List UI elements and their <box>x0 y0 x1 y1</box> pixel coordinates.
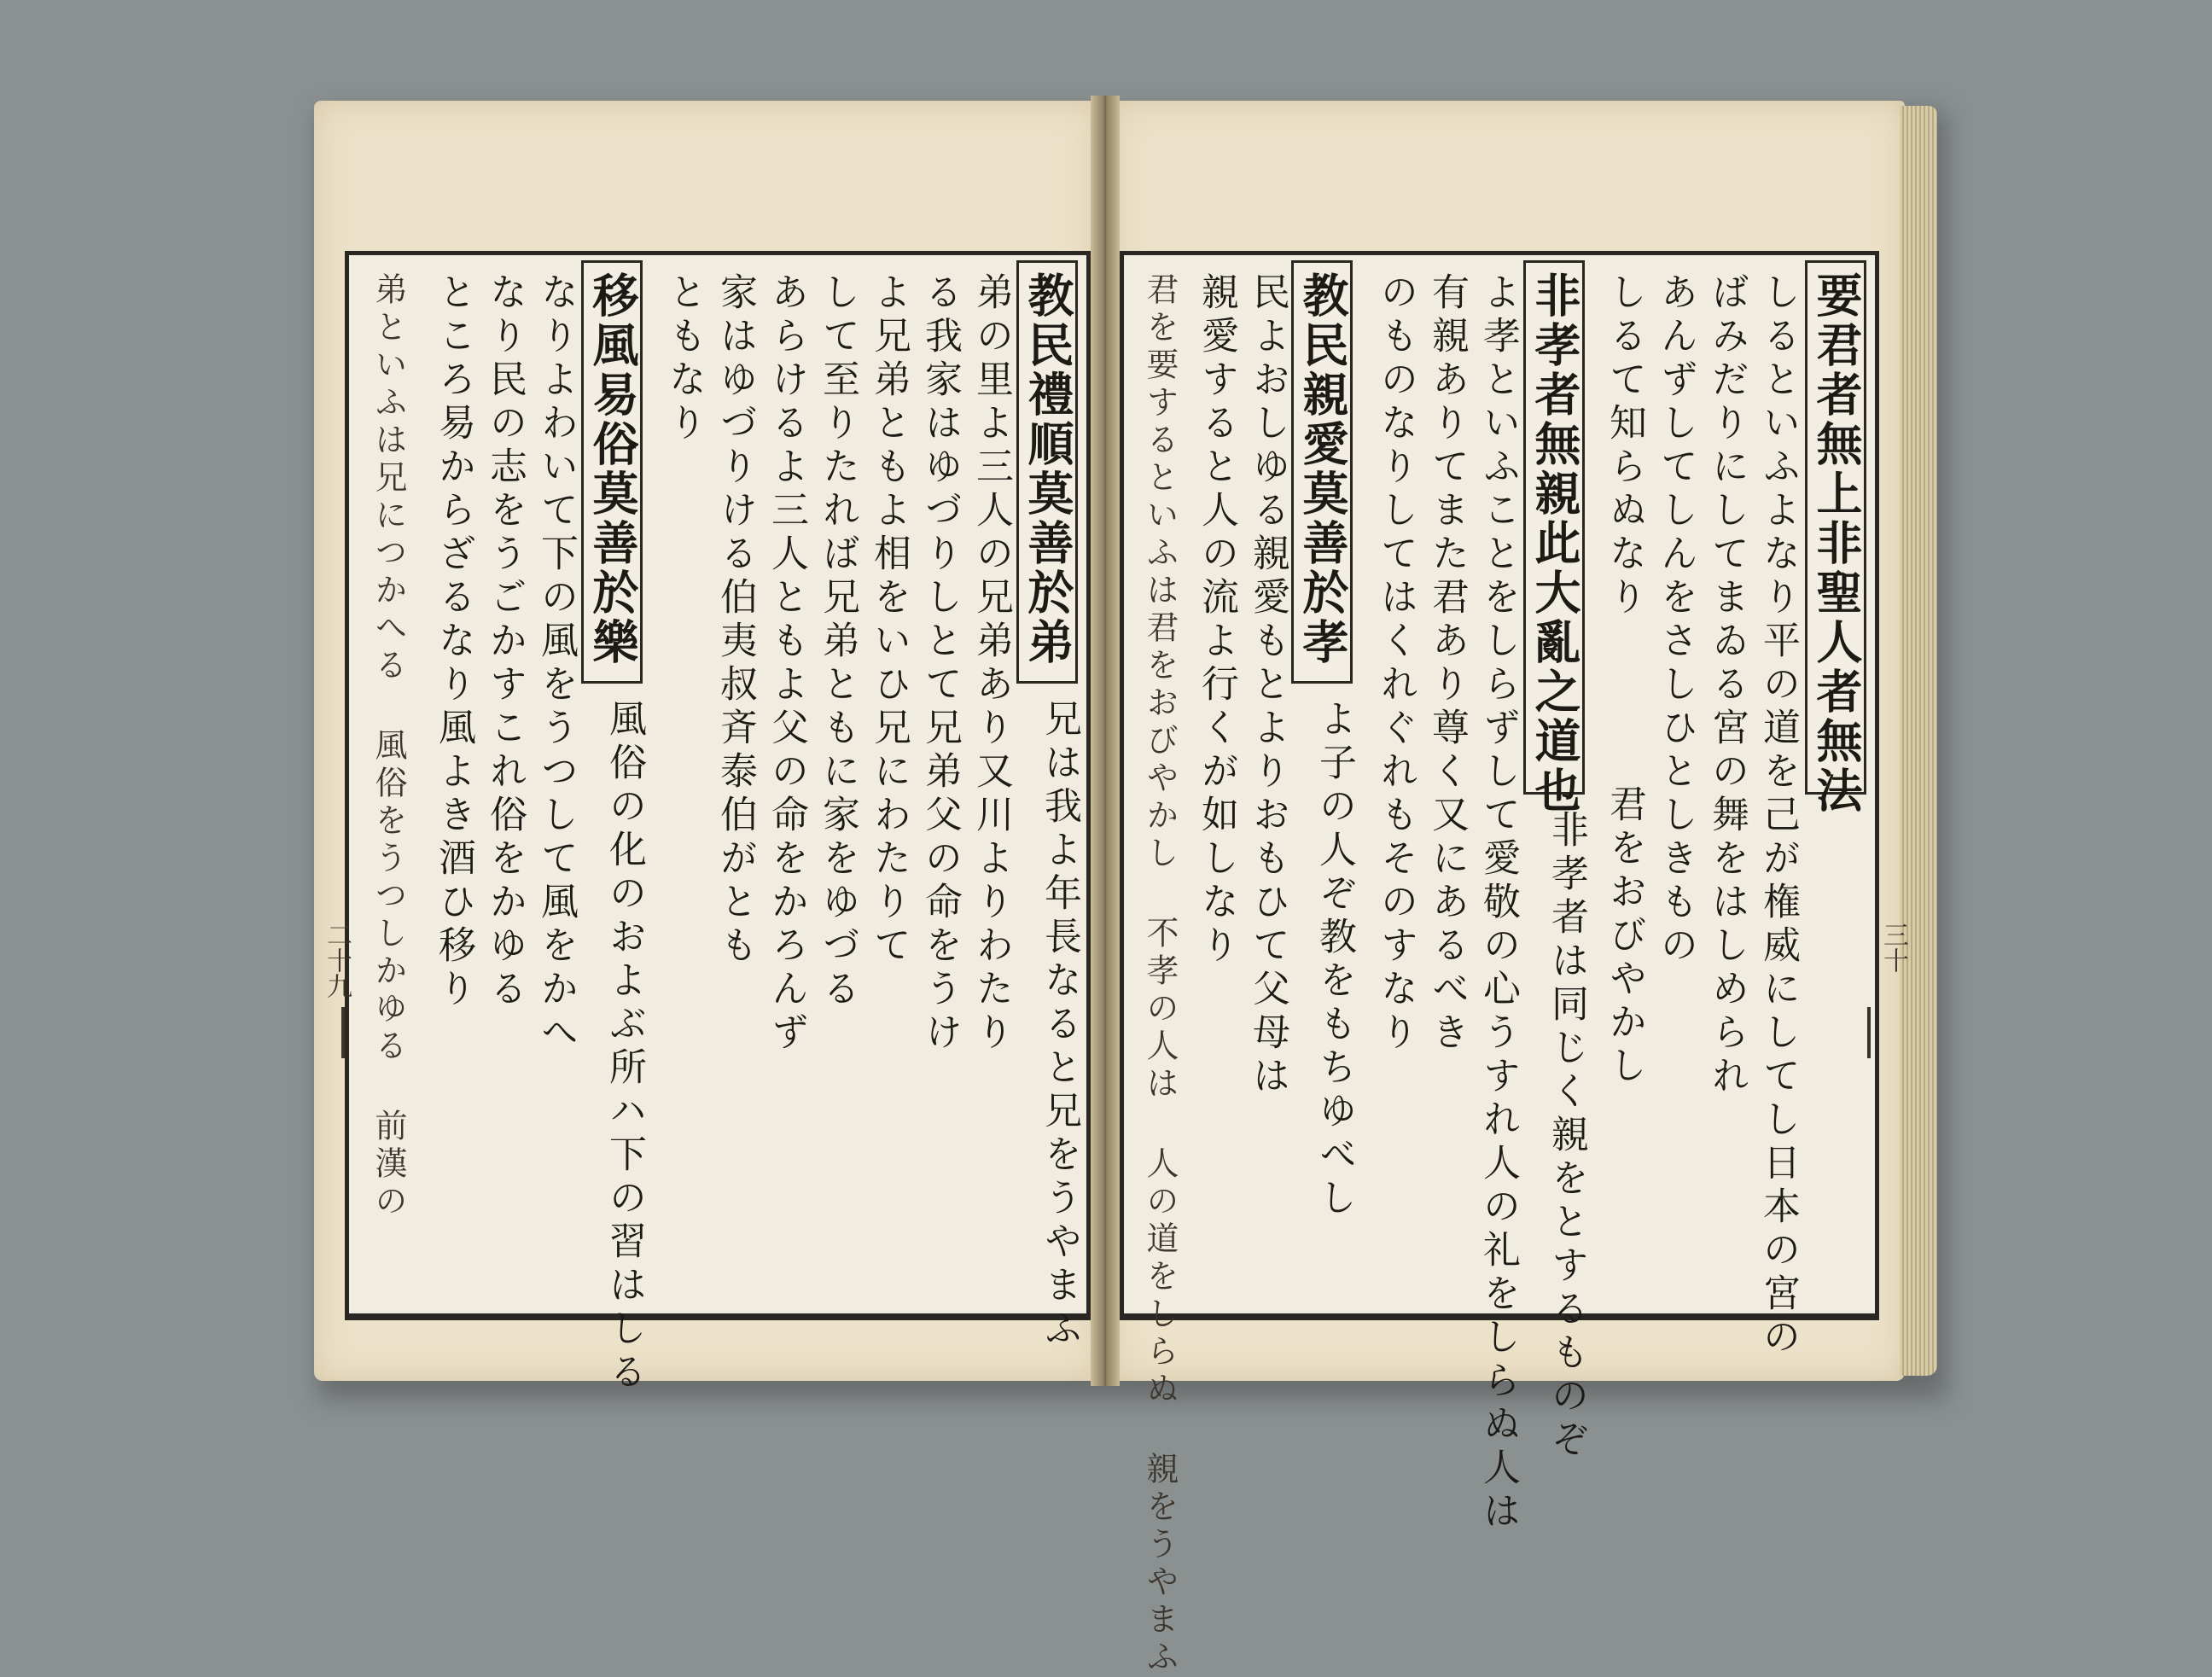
left-body-col-10: なりよわいて下の風をうつして風をかへ <box>534 272 578 1056</box>
right-body-text: 君を要するといふは君をおびやかし 不孝の人は 人の道をしらぬ 親をうやまふ <box>1141 272 1179 1677</box>
right-folio: 三十 <box>1878 922 1908 973</box>
left-body-col-3: る我家はゆづりしとて兄弟父の命をうけ <box>918 272 962 1056</box>
left-heading-1: 教民禮順莫善於弟 <box>1016 260 1078 684</box>
right-heading-1: 要君者無上非聖人者無法 <box>1805 260 1866 795</box>
left-body-text: 弟といふは兄につかへる 風俗をうつしかゆる 前漢の <box>370 272 407 1221</box>
left-body-col-12: ところ易からざるなり風よき酒ひ移り <box>432 272 475 1012</box>
right-heading-3: 教民親愛莫善於孝 <box>1291 260 1353 684</box>
left-body-col-6: あらけるよ三人ともよ父の命をかろんず <box>765 272 808 1056</box>
right-folio-rule <box>1867 1007 1871 1058</box>
right-page-text-frame <box>1120 251 1879 1677</box>
right-body-col-4: しるて知らぬなり <box>1603 272 1646 620</box>
right-body-col-9: よ子の人ぞ教をもちゆべし <box>1313 699 1356 1221</box>
right-body-col-2: ばみだりにしてまゐる宮の舞をはしめられ <box>1705 272 1749 1099</box>
left-body-col-4: よ兄弟ともよ相をいひ兄にわたりて <box>867 272 911 969</box>
left-body-col-2: 弟の里よ三人の兄弟あり又川よりわたり <box>969 272 1013 1056</box>
left-folio: 二十九 <box>322 922 352 999</box>
left-folio-rule <box>341 1007 345 1058</box>
right-body-col-5: 非孝者は同じく親をとするものぞ <box>1545 810 1588 1463</box>
right-heading-2: 非孝者無親此大亂之道也 <box>1523 260 1585 795</box>
left-body-col-8: ともなり <box>662 272 706 446</box>
right-body-col-8: のものなりしてはくれぐれもそのすなり <box>1374 272 1417 1056</box>
left-body-col-11: なり民の志をうごかすこれ俗をかゆる <box>483 272 527 1012</box>
page-edges <box>1900 106 1937 1376</box>
right-body-col-11: 親愛すると人の流よ行くが如しなり <box>1195 272 1238 969</box>
left-body-col-7: 家はゆづりける伯夷叔斉泰伯がとも <box>713 272 757 969</box>
left-body-col-9: 風俗の化のおよぶ所ハ下の習はしる <box>602 699 646 1395</box>
left-body-col-5: して至りたれば兄弟ともに家をゆづる <box>816 272 859 1012</box>
right-body-col-3: あんずしてしんをさしひとしきもの <box>1654 272 1697 969</box>
left-heading-2: 移風易俗莫善於樂 <box>581 260 643 684</box>
left-body-col-1: 兄は我よ年長なると兄をうやまふ <box>1038 699 1081 1352</box>
book-gutter <box>1091 96 1120 1386</box>
right-body-col-7: 有親ありてまた君あり尊く又にあるべき <box>1425 272 1469 1056</box>
right-body-col-4b: 君をおびやかし <box>1603 784 1646 1089</box>
right-body-col-1: しるといふよなり平の道を己が権威にしてし日本の宮の <box>1756 272 1800 1360</box>
left-page-text-frame <box>345 251 1091 1395</box>
right-body-col-10: 民よおしゆる親愛もとよりおもひて父母は <box>1246 272 1289 1099</box>
right-body-col-6: よ孝といふことをしらずして愛敬の心うすれ人の礼をしらぬ人は <box>1476 272 1520 1534</box>
